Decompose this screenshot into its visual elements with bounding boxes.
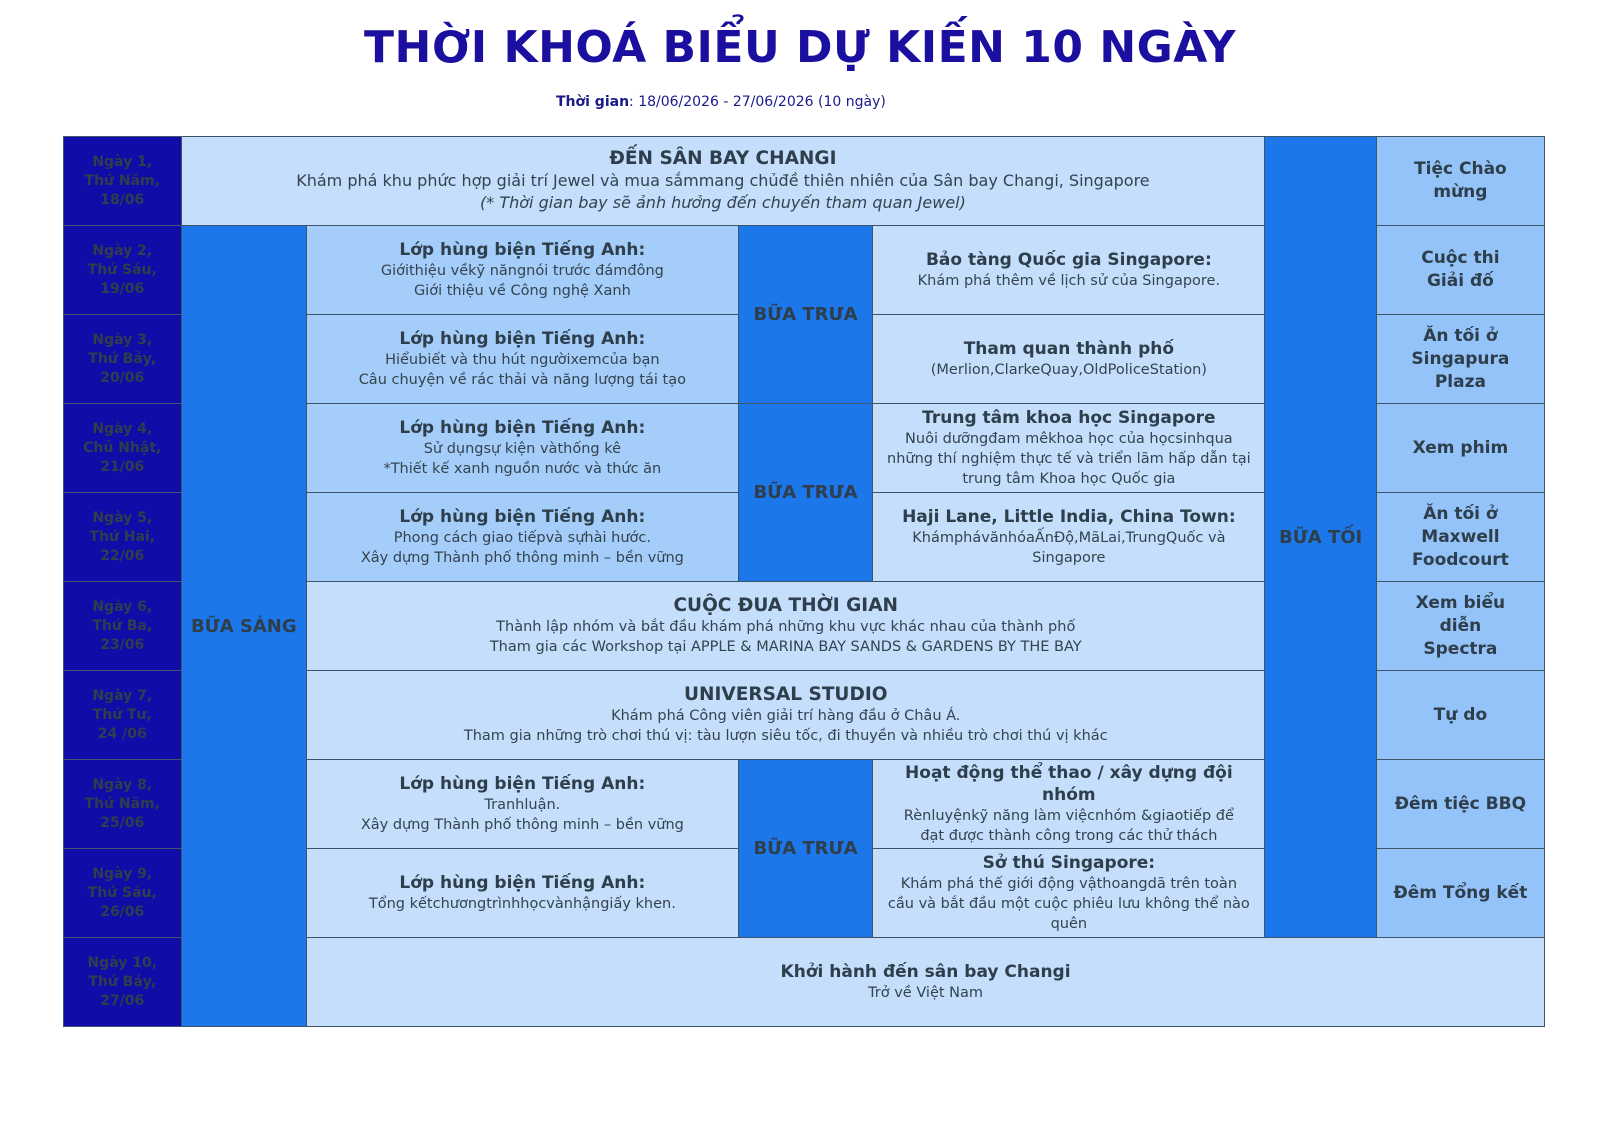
day-label: Ngày 1, — [92, 153, 153, 170]
period-label: Thời gian — [556, 94, 630, 110]
evening-5 — [1376, 493, 1544, 582]
activity-title: Haji Lane, Little India, China Town: — [902, 507, 1236, 527]
day-label: Ngày 4, — [92, 420, 153, 437]
day-weekday: Chủ Nhật, — [83, 439, 162, 456]
day-weekday: Thứ Bảy, — [88, 350, 157, 367]
activity-desc: Rènluyệnkỹ năng làm việcnhóm &giaotiếp để — [903, 808, 1234, 824]
day-date: 21/06 — [100, 458, 145, 475]
activity-desc: Khám phá khu phức hợp giải trí Jewel và mua sắmmang chủđề thiên nhiên của Sân bay Changi, Singapore — [296, 171, 1150, 190]
evening-7 — [1376, 671, 1544, 760]
activity-desc: Trở về Việt Nam — [868, 985, 984, 1001]
evening-4 — [1376, 404, 1544, 493]
evening-text: Xem phim — [1412, 437, 1509, 458]
activity-desc: Thành lập nhóm và bắt đầu khám phá những khu vực khác nhau của thành phố — [496, 619, 1076, 635]
evening-text: Đêm tiệc BBQ — [1394, 793, 1527, 814]
day-cell-4 — [64, 404, 182, 493]
day-weekday: Thứ Bảy, — [88, 973, 157, 990]
activity-desc: Khám phá thế giới động vậthoangdã trên toàn — [900, 876, 1238, 892]
afternoon-activity-5 — [873, 493, 1265, 582]
evening-text: mừng — [1433, 182, 1488, 202]
activity-title: Hoạt động thể thao / xây dựng đội nhóm — [905, 763, 1233, 805]
activity-desc: Hiểubiết và thu hút ngườixemcủa bạn — [385, 352, 660, 368]
activity-title: Khởi hành đến sân bay Changi — [780, 962, 1071, 982]
day-date: 23/06 — [100, 636, 145, 653]
day-cell-6 — [64, 582, 182, 671]
activity-note: (* Thời gian bay sẽ ảnh hưởng đến chuyến tham quan Jewel) — [480, 193, 966, 212]
day-weekday: Thứ Năm, — [84, 172, 160, 189]
day-weekday: Thứ Năm, — [84, 795, 160, 812]
day1-activity — [181, 137, 1265, 226]
day6-activity — [307, 582, 1265, 671]
activity-desc: Nuôi dưỡngđam mêkhoa học của họcsinhqua — [905, 431, 1233, 447]
evening-text: Plaza — [1434, 371, 1486, 392]
activity-title: Lớp hùng biện Tiếng Anh: — [399, 873, 646, 893]
day-cell-5 — [64, 493, 182, 582]
activity-title: Lớp hùng biện Tiếng Anh: — [399, 418, 646, 438]
evening-text: Ăn tối ở — [1423, 503, 1498, 524]
day-date: 24 /06 — [97, 725, 147, 742]
activity-desc: Sử dụngsự kiện vàthống kê — [423, 441, 621, 457]
activity-title: UNIVERSAL STUDIO — [684, 684, 888, 705]
activity-desc: *Thiết kế xanh nguồn nước và thức ăn — [383, 461, 662, 477]
day-weekday: Thứ Tư, — [92, 706, 152, 723]
afternoon-activity-2 — [873, 226, 1265, 315]
activity-desc: Giớithiệu vềkỹ năngnói trước đámđông — [380, 263, 664, 279]
lunch-cell-1: BỮA TRƯA — [738, 226, 873, 404]
activity-desc: KhámphávănhóaẤnĐộ,MãLai,TrungQuốc và — [912, 530, 1226, 546]
evening-text: Xem biểu — [1415, 592, 1506, 613]
activity-title: Trung tâm khoa học Singapore — [922, 408, 1216, 428]
day-label: Ngày 10, — [87, 954, 158, 971]
activity-desc: Xây dựng Thành phố thông minh – bền vững — [360, 817, 684, 833]
evening-text: diễn — [1439, 615, 1482, 636]
activity-desc: Giới thiệu về Công nghệ Xanh — [413, 283, 631, 299]
evening-8 — [1376, 760, 1544, 849]
activity-desc: Phong cách giao tiếpvà sựhài hước. — [393, 530, 651, 546]
activity-desc: những thí nghiệm thực tế và triển lãm hấp dẫn tại — [887, 451, 1251, 467]
day-label: Ngày 8, — [92, 776, 153, 793]
activity-title: Tham quan thành phố — [963, 339, 1175, 359]
activity-desc: (Merlion,ClarkeQuay,OldPoliceStation) — [930, 362, 1207, 378]
day-label: Ngày 2, — [92, 242, 153, 259]
day-weekday: Thứ Ba, — [92, 617, 153, 634]
day-weekday: Thứ Hai, — [89, 528, 156, 545]
morning-activity-5 — [307, 493, 739, 582]
evening-text: Cuộc thi — [1421, 248, 1500, 268]
activity-desc: Câu chuyện về rác thải và năng lượng tái tạo — [358, 372, 686, 388]
evening-text: Đêm Tổng kết — [1393, 882, 1528, 903]
day-cell-8 — [64, 760, 182, 849]
day10-activity — [307, 938, 1545, 1027]
activity-title: Lớp hùng biện Tiếng Anh: — [399, 329, 646, 349]
activity-desc: Tham gia những trò chơi thú vị: tàu lượn siêu tốc, đi thuyền và nhiều trò chơi thú vị khác — [463, 728, 1108, 744]
activity-title: Sở thú Singapore: — [982, 853, 1156, 873]
afternoon-activity-8 — [873, 760, 1265, 849]
day-cell-3 — [64, 315, 182, 404]
activity-title: CUỘC ĐUA THỜI GIAN — [673, 595, 898, 616]
evening-text: Singapura — [1411, 348, 1510, 369]
morning-activity-4 — [307, 404, 739, 493]
activity-title: Lớp hùng biện Tiếng Anh: — [399, 774, 646, 794]
evening-2 — [1376, 226, 1544, 315]
day-weekday: Thứ Sáu, — [87, 884, 157, 901]
period-line — [556, 94, 886, 110]
activity-desc: Tranhluận. — [484, 797, 561, 813]
evening-3 — [1376, 315, 1544, 404]
row-day-1 — [64, 137, 1545, 226]
day-cell-1 — [64, 137, 182, 226]
breakfast-column: BỮA SÁNG — [181, 226, 307, 1027]
evening-9 — [1376, 849, 1544, 938]
day-date: 18/06 — [100, 191, 145, 208]
activity-desc: Tổng kếtchươngtrìnhhọcvànhậngiấy khen. — [368, 896, 676, 912]
activity-desc: Singapore — [1032, 550, 1106, 566]
day-label: Ngày 3, — [92, 331, 153, 348]
day-label: Ngày 5, — [92, 509, 153, 526]
day-cell-2 — [64, 226, 182, 315]
lunch-cell-3: BỮA TRƯA — [738, 760, 873, 938]
day-cell-10 — [64, 938, 182, 1027]
day-label: Ngày 7, — [92, 687, 153, 704]
morning-activity-2 — [307, 226, 739, 315]
evening-text: Spectra — [1423, 638, 1498, 659]
day-cell-9 — [64, 849, 182, 938]
activity-desc: trung tâm Khoa học Quốc gia — [962, 471, 1176, 487]
lunch-cell-2: BỮA TRƯA — [738, 404, 873, 582]
day-date: 22/06 — [100, 547, 145, 564]
morning-activity-3 — [307, 315, 739, 404]
activity-desc: Khám phá Công viên giải trí hàng đầu ở Châu Á. — [611, 708, 961, 724]
evening-text: Maxwell — [1421, 526, 1500, 547]
day7-activity — [307, 671, 1265, 760]
activity-title: Bảo tàng Quốc gia Singapore: — [925, 250, 1212, 270]
evening-text: Giải đố — [1426, 271, 1494, 291]
activity-desc: quên — [1050, 916, 1088, 932]
activity-title: ĐẾN SÂN BAY CHANGI — [609, 148, 837, 169]
day-weekday: Thứ Sáu, — [87, 261, 157, 278]
activity-title: Lớp hùng biện Tiếng Anh: — [399, 240, 646, 260]
day-label: Ngày 9, — [92, 865, 153, 882]
day-date: 19/06 — [100, 280, 145, 297]
morning-activity-8 — [307, 760, 739, 849]
evening-text: Tiệc Chào — [1414, 159, 1507, 179]
activity-desc: đạt được thành công trong các thử thách — [920, 828, 1218, 844]
day-date: 20/06 — [100, 369, 145, 386]
day-cell-7 — [64, 671, 182, 760]
period-value: : 18/06/2026 - 27/06/2026 (10 ngày) — [629, 94, 886, 110]
evening-text: Tự do — [1433, 704, 1488, 725]
afternoon-activity-4 — [873, 404, 1265, 493]
afternoon-activity-9 — [873, 849, 1265, 938]
activity-desc: cầu và bắt đầu một cuộc phiêu lưu không thể nào — [887, 896, 1250, 912]
morning-activity-9 — [307, 849, 739, 938]
activity-desc: Tham gia các Workshop tại APPLE & MARINA BAY SANDS & GARDENS BY THE BAY — [489, 639, 1082, 655]
evening-6 — [1376, 582, 1544, 671]
day-date: 26/06 — [100, 903, 145, 920]
evening-text: Ăn tối ở — [1423, 325, 1498, 346]
evening-text: Foodcourt — [1411, 549, 1509, 570]
dinner-column: BỮA TỐI — [1265, 137, 1376, 938]
activity-desc: Khám phá thêm về lịch sử của Singapore. — [917, 273, 1221, 289]
day-date: 25/06 — [100, 814, 145, 831]
activity-desc: Xây dựng Thành phố thông minh – bền vững — [360, 550, 684, 566]
afternoon-activity-3 — [873, 315, 1265, 404]
schedule-table — [63, 136, 1545, 1027]
evening-1 — [1376, 137, 1544, 226]
activity-title: Lớp hùng biện Tiếng Anh: — [399, 507, 646, 527]
page-title: THỜI KHOÁ BIỂU DỰ KIẾN 10 NGÀY — [364, 22, 1236, 73]
day-label: Ngày 6, — [92, 598, 153, 615]
day-date: 27/06 — [100, 992, 145, 1009]
